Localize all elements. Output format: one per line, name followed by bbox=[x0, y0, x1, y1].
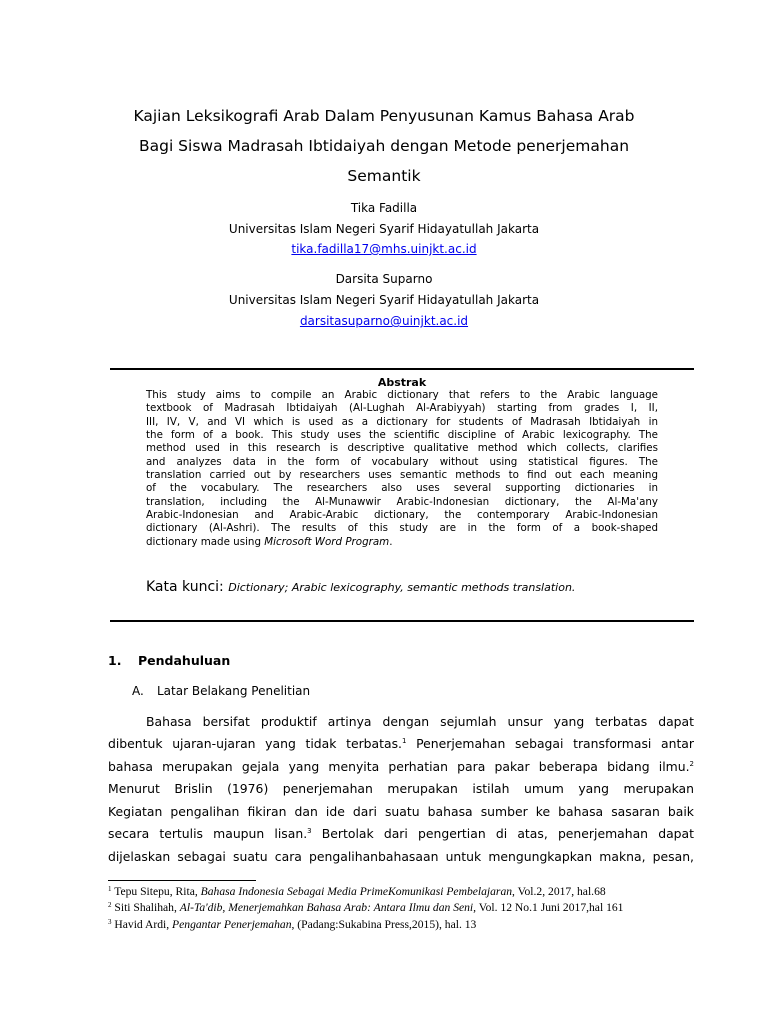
footnote-text: , (Padang:Sukabina Press,2015), hal. 13 bbox=[291, 917, 477, 931]
footnote-ref[interactable]: 1 bbox=[401, 737, 407, 746]
abstract-body bbox=[146, 389, 658, 549]
abstract-line: and analyzes data in the form of vocabulary without using statistical figures. The bbox=[146, 455, 658, 468]
abstract-line: method used in this research is descriptive qualitative method which collects, clarifies bbox=[146, 442, 658, 455]
title-line: Semantik bbox=[347, 167, 421, 185]
abstract-line: This study aims to compile an Arabic dictionary that refers to the Arabic language bbox=[146, 389, 658, 401]
abstract-bottom-rule bbox=[110, 620, 694, 622]
abstract-line: dictionary (Al-Ashri). The results of this study are in the form of a book-shaped bbox=[146, 522, 658, 535]
footnote-ref[interactable]: 2 bbox=[689, 759, 694, 768]
section-title: Pendahuluan bbox=[138, 653, 231, 668]
footnotes bbox=[108, 884, 708, 933]
body-text: Bertolak dari pengertian di atas, penerjemahan dapat bbox=[311, 826, 694, 842]
keywords-label: Kata kunci bbox=[146, 579, 220, 595]
subsection-title: Latar Belakang Penelitian bbox=[157, 684, 311, 698]
keywords bbox=[146, 578, 686, 597]
body-line: Kegiatan pengalihan fikiran dan ide dari suatu bahasa sumber ke bahasa sasaran baik bbox=[108, 803, 694, 819]
author-name: Tika Fadilla bbox=[350, 201, 418, 215]
footnote-text: , Vol.2, 2017, hal.68 bbox=[512, 885, 606, 898]
body-line bbox=[108, 823, 694, 845]
keywords-value: Dictionary; Arabic lexicography, semantic methods translation. bbox=[228, 581, 576, 594]
body-text: secara tertulis maupun lisan. bbox=[108, 826, 308, 842]
body-text: dibentuk ujaran-ujaran yang tidak terbatas. bbox=[108, 736, 402, 752]
footnote-text: Tepu Sitepu, Rita, bbox=[111, 885, 201, 898]
body-line bbox=[108, 733, 694, 755]
abstract-last-prefix: dictionary made using bbox=[146, 535, 265, 548]
abstract-line: the form of a book. This study uses the scientific discipline of Arabic lexicography. The bbox=[146, 429, 658, 442]
footnote-text: Vol. 12 No.1 Juni 2017,hal 161 bbox=[476, 901, 624, 915]
author-email-link[interactable]: tika.fadilla17@mhs.uinjkt.ac.id bbox=[291, 242, 477, 256]
author-affiliation: Universitas Islam Negeri Syarif Hidayatullah Jakarta bbox=[228, 222, 540, 236]
paper-title bbox=[100, 101, 668, 191]
abstract-line: translation carried out by researchers uses semantic methods to find out each meaning bbox=[146, 469, 658, 482]
body-text: bahasa merupakan gejala yang menyita perhatian para pakar beberapa bidang ilmu. bbox=[108, 758, 690, 774]
section-heading bbox=[108, 653, 230, 669]
footnote bbox=[108, 884, 708, 900]
footnote-mark: 2 bbox=[108, 901, 112, 910]
footnote-mark: 3 bbox=[108, 917, 112, 926]
subsection-heading bbox=[132, 683, 310, 699]
author-email-link[interactable]: darsitasuparno@uinjkt.ac.id bbox=[299, 314, 469, 328]
footnote-mark: 1 bbox=[108, 885, 112, 893]
abstract-line bbox=[146, 536, 658, 549]
author-email bbox=[100, 242, 668, 256]
footnote bbox=[108, 900, 708, 916]
footnote-title: Bahasa Indonesia Sebagai Media PrimeKomunikasi Pembelajaran bbox=[200, 885, 513, 898]
abstract-line: translation, including the Al-Munawwir Arabic-Indonesian dictionary, the Al-Ma'any bbox=[146, 495, 658, 508]
keywords-separator: : bbox=[219, 579, 229, 595]
title-line: Bagi Siswa Madrasah Ibtidaiyah dengan Metode penerjemahan bbox=[138, 137, 630, 155]
footnote-title: Al-Ta'dib, Menerjemahkan Bahasa Arab: Antara Ilmu dan Seni, bbox=[179, 901, 477, 915]
body-line bbox=[108, 756, 694, 778]
body-text: Penerjemahan sebagai transformasi antar bbox=[406, 736, 694, 752]
footnote bbox=[108, 917, 708, 933]
abstract-last-italic: Microsoft Word Program bbox=[264, 535, 390, 548]
footnote-ref[interactable]: 3 bbox=[307, 827, 312, 836]
abstract-line: textbook of Madrasah Ibtidaiyah (Al-Lughah Al-Arabiyyah) starting from grades I, II, bbox=[146, 402, 658, 415]
abstract-heading: Abstrak bbox=[377, 376, 427, 389]
author-email bbox=[100, 314, 668, 328]
body-line: dijelaskan sebagai suatu cara pengalihanbahasaan untuk mengungkapkan makna, pesan, bbox=[108, 848, 694, 864]
footnote-separator bbox=[108, 880, 256, 881]
body-line: Menurut Brislin (1976) penerjemahan merupakan istilah umum yang merupakan bbox=[108, 781, 694, 797]
title-line: Kajian Leksikografi Arab Dalam Penyusunan Kamus Bahasa Arab bbox=[133, 107, 635, 125]
abstract-line: of the vocabulary. The researchers also uses several supporting dictionaries in bbox=[146, 482, 658, 495]
author-affiliation: Universitas Islam Negeri Syarif Hidayatullah Jakarta bbox=[228, 293, 540, 307]
abstract-last-suffix: . bbox=[389, 535, 393, 548]
footnote-text: Siti Shalihah, bbox=[111, 901, 180, 915]
abstract-top-rule bbox=[110, 368, 694, 370]
body-paragraph bbox=[108, 711, 694, 868]
abstract-line: III, IV, V, and VI which is used as a dictionary for students of Madrasah Ibtidaiyah in bbox=[146, 415, 658, 428]
subsection-letter: A. bbox=[132, 684, 144, 698]
body-line: Bahasa bersifat produktif artinya dengan sejumlah unsur yang terbatas dapat bbox=[146, 714, 694, 729]
author-name: Darsita Suparno bbox=[335, 272, 433, 286]
section-number: 1. bbox=[108, 653, 122, 668]
footnote-title: Pengantar Penerjemahan bbox=[172, 917, 292, 931]
abstract-line: Arabic-Indonesian and Arabic-Arabic dictionary, the contemporary Arabic-Indonesian bbox=[146, 509, 658, 522]
footnote-text: Havid Ardi, bbox=[111, 917, 173, 931]
